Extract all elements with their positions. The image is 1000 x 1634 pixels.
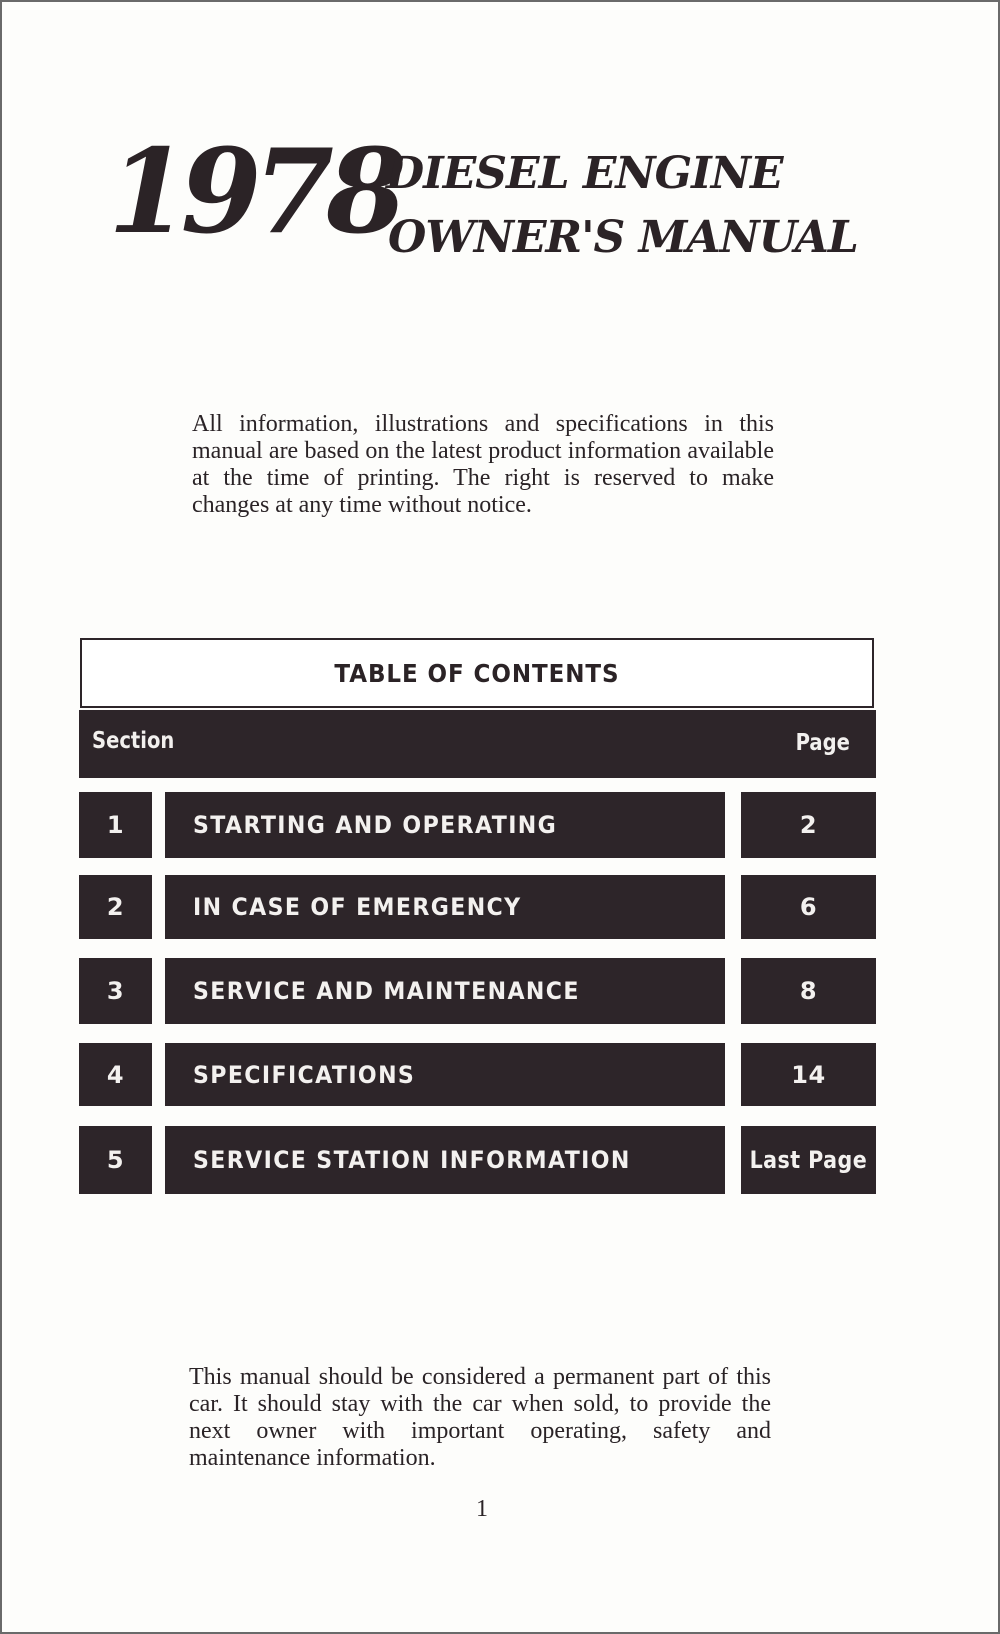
intro-paragraph: All information, illustrations and specifications in this manual are based on the latest product information available at the time of printing. The right is reserved to make changes at any time without notice. bbox=[192, 411, 774, 518]
toc-section-number-cell bbox=[79, 1126, 152, 1194]
toc-section-title: IN CASE OF EMERGENCY bbox=[193, 893, 522, 921]
toc-section-title: SPECIFICATIONS bbox=[193, 1060, 416, 1089]
toc-row bbox=[2, 958, 1000, 1024]
toc-column-page: Page bbox=[795, 730, 850, 756]
toc-page-number: 8 bbox=[799, 977, 818, 1005]
toc-row bbox=[2, 1043, 1000, 1106]
toc-section-number: 2 bbox=[106, 893, 125, 921]
toc-section-title-cell bbox=[165, 958, 725, 1024]
toc-section-number: 5 bbox=[106, 1146, 125, 1174]
toc-heading: TABLE OF CONTENTS bbox=[334, 658, 620, 688]
toc-title-box bbox=[80, 638, 874, 708]
outro-paragraph: This manual should be considered a permanent part of this car. It should stay with the car when sold, to provide the next owner with important operating, safety and maintenance information. bbox=[189, 1364, 771, 1471]
title-line-diesel-engine: DIESEL ENGINE bbox=[386, 148, 783, 199]
toc-section-number: 4 bbox=[106, 1060, 125, 1089]
toc-section-number-cell bbox=[79, 1043, 152, 1106]
toc-section-title-cell bbox=[165, 792, 725, 858]
toc-page-cell bbox=[741, 1126, 876, 1194]
toc-column-section: Section bbox=[92, 728, 175, 754]
toc-page-cell bbox=[741, 875, 876, 939]
toc-row bbox=[2, 875, 1000, 939]
toc-section-number: 1 bbox=[106, 811, 125, 839]
toc-section-number: 3 bbox=[106, 977, 125, 1005]
toc-section-title: SERVICE AND MAINTENANCE bbox=[193, 977, 580, 1005]
toc-section-title-cell bbox=[165, 875, 725, 939]
toc-column-header bbox=[79, 710, 876, 778]
toc-section-title: SERVICE STATION INFORMATION bbox=[193, 1146, 631, 1174]
toc-section-number-cell bbox=[79, 792, 152, 858]
toc-page-cell bbox=[741, 958, 876, 1024]
toc-page-number: 2 bbox=[799, 811, 818, 839]
toc-section-title-cell bbox=[165, 1126, 725, 1194]
toc-section-number-cell bbox=[79, 875, 152, 939]
title-line-owners-manual: OWNER'S MANUAL bbox=[388, 212, 858, 263]
toc-page-number: 6 bbox=[799, 893, 818, 921]
toc-row bbox=[2, 792, 1000, 858]
toc-row bbox=[2, 1126, 1000, 1194]
toc-section-number-cell bbox=[79, 958, 152, 1024]
title-year: 1978 bbox=[108, 124, 399, 260]
toc-page-number: Last Page bbox=[749, 1146, 868, 1174]
toc-page-number: 14 bbox=[791, 1060, 826, 1089]
toc-section-title-cell bbox=[165, 1043, 725, 1106]
toc-page-cell bbox=[741, 792, 876, 858]
toc-page-cell bbox=[741, 1043, 876, 1106]
toc-section-title: STARTING AND OPERATING bbox=[193, 811, 558, 839]
page-number: 1 bbox=[476, 1496, 488, 1522]
